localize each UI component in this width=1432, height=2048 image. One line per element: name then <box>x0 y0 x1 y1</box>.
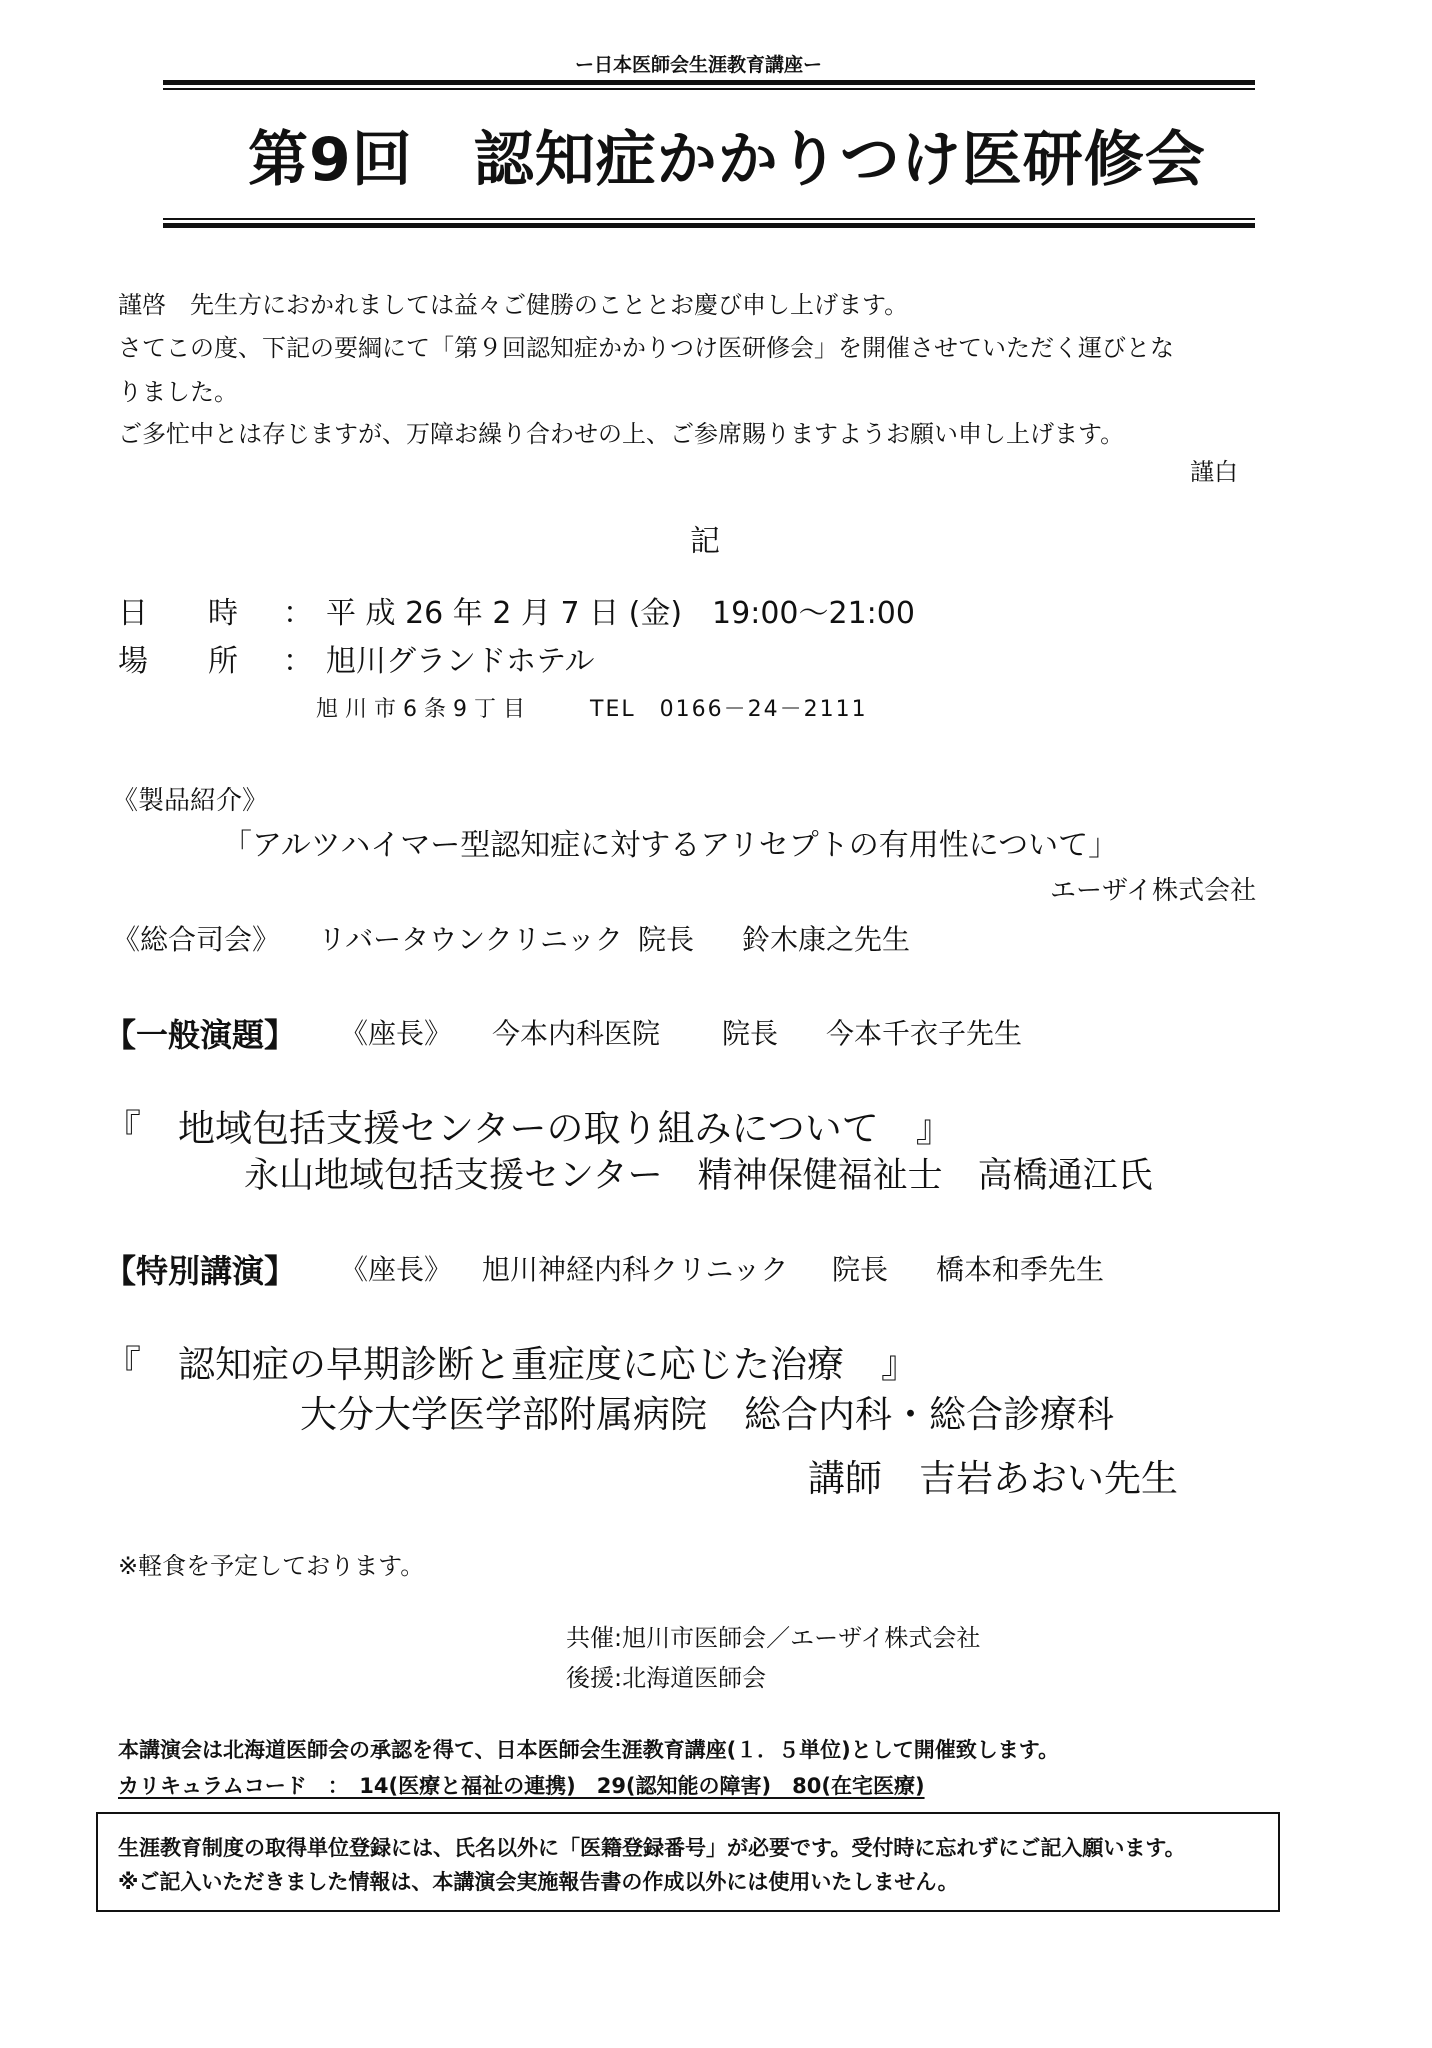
special-speaker-org: 大分大学医学部附属病院 総合内科・総合診療科 <box>300 1393 1114 1436</box>
light-meal-note: ※軽食を予定しております。 <box>118 1552 425 1580</box>
address: 旭 川 市 6 条 9 丁 目 <box>316 697 525 722</box>
header-rule-bottom-thin <box>163 218 1255 220</box>
general-speaker: 永山地域包括支援センター 精神保健福祉士 高橋通江氏 <box>244 1156 1153 1196</box>
general-chair-label: 《座長》 <box>340 1017 453 1050</box>
place-label: 場 所 <box>118 644 238 679</box>
notice-box <box>96 1812 1280 1912</box>
tel: TEL 0166－24－2111 <box>590 697 868 722</box>
moderator-org: リバータウンクリニック <box>318 923 623 956</box>
greeting-line-1: 謹啓 先生方におかれましては益々ご健勝のこととお慶び申し上げます。 <box>118 291 909 319</box>
special-chair-role: 院長 <box>832 1253 889 1286</box>
notice-line-2: ※ご記入いただきました情報は、本講演会実施報告書の作成以外には使用いたしません。 <box>118 1870 959 1894</box>
place-colon: ： <box>283 644 313 679</box>
general-chair-name: 今本千衣子先生 <box>826 1017 1023 1050</box>
special-chair-org: 旭川神経内科クリニック <box>482 1253 789 1286</box>
support: 後援:北海道医師会 <box>566 1664 767 1692</box>
cohost: 共催:旭川市医師会／エーザイ株式会社 <box>566 1624 981 1652</box>
special-label: 【特別講演】 <box>104 1252 297 1290</box>
product-company: エーザイ株式会社 <box>1050 876 1257 906</box>
moderator-role: 院長 <box>638 923 695 956</box>
greeting-line-2: さてこの度、下記の要綱にて「第９回認知症かかりつけ医研修会」を開催させていただく運びとな <box>118 334 1174 362</box>
special-speaker-name: 講師 吉岩あおい先生 <box>808 1457 1178 1500</box>
place-value: 旭川グランドホテル <box>326 644 595 679</box>
moderator-label: 《総合司会》 <box>112 923 281 956</box>
special-chair-name: 橋本和季先生 <box>936 1253 1105 1286</box>
date-colon: ： <box>283 596 313 631</box>
general-chair-org: 今本内科医院 <box>492 1017 661 1050</box>
general-chair-role: 院長 <box>722 1017 779 1050</box>
page-title: 第9回 認知症かかりつけ医研修会 <box>248 125 1206 195</box>
special-topic: 『 認知症の早期診断と重症度に応じた治療 』 <box>104 1343 918 1386</box>
special-chair-label: 《座長》 <box>340 1253 453 1286</box>
greeting-line-3: りました。 <box>118 378 238 406</box>
product-title: 「アルツハイマー型認知症に対するアリセプトの有用性について」 <box>222 828 1119 863</box>
series-label: ー日本医師会生涯教育講座ー <box>575 54 823 76</box>
header-rule-bottom <box>163 223 1255 228</box>
notice-line-1: 生涯教育制度の取得単位登録には、氏名以外に「医籍登録番号」が必要です。受付時に忘れずにご記入願います。 <box>118 1836 1186 1860</box>
credit-line-1: 本講演会は北海道医師会の承認を得て、日本医師会生涯教育講座(１．５単位)として開催致します。 <box>118 1738 1060 1762</box>
ki-heading: 記 <box>690 524 720 559</box>
header-rule-top <box>163 80 1255 85</box>
date-label: 日 時 <box>118 596 238 631</box>
general-topic: 『 地域包括支援センターの取り組みについて 』 <box>104 1107 953 1150</box>
header-rule-top-thin <box>163 88 1255 90</box>
general-label: 【一般演題】 <box>104 1016 297 1054</box>
curriculum-code: カリキュラムコード ： 14(医療と福祉の連携) 29(認知能の障害) 80(在宅医療) <box>118 1774 925 1798</box>
greeting-closing: 謹白 <box>1190 458 1238 486</box>
product-label: 《製品紹介》 <box>112 786 269 816</box>
moderator-name: 鈴木康之先生 <box>742 923 911 956</box>
greeting-line-4: ご多忙中とは存じますが、万障お繰り合わせの上、ご参席賜りますようお願い申し上げます。 <box>118 420 1125 448</box>
date-value: 平 成 26 年 2 月 7 日 (金) 19:00～21:00 <box>326 596 915 631</box>
